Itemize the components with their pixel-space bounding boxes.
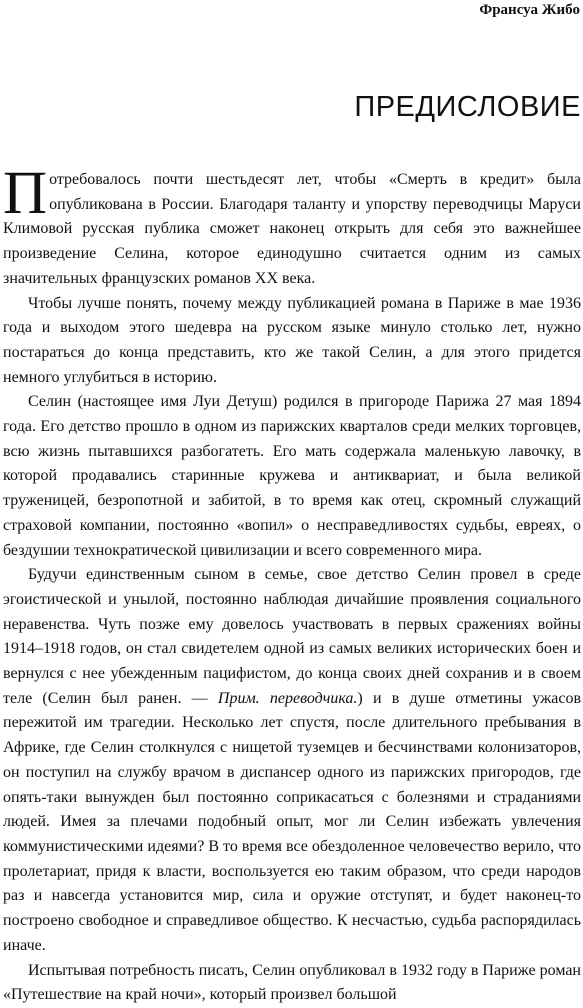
paragraph-1-text: отребовалось почти шестьдесят лет, чтобы «Смерть в кредит» была опубликована в России. Благодаря таланту и упорству переводчицы Маруси Климовой русская публика сможет наконец открыть для себя это важнейшее произведение Селина, которое единодушно считается одним из самых значительных французских романов ХХ века. (3, 171, 581, 287)
running-head-author: Франсуа Жибо (479, 2, 580, 18)
drop-cap: П (3, 160, 48, 227)
translator-note: Прим. переводчика. (217, 689, 358, 707)
paragraph-5: Испытывая потребность писать, Селин опубликовал в 1932 году в Париже роман «Путешествие на край ночи», который произвел большой (3, 961, 581, 1004)
paragraph-4-text-b: ) и в душе отметины ужасов пережитой им трагедии. Несколько лет спустя, после длительного пребывания в Африке, где Селин столкнулся с нищетой туземцев и бесчинствами колонизаторов, он поступил на службу врачом в диспансер одного из парижских пригородов, где опять-таки вынужден был постоянно соприкасаться с болезнями и страданиями людей. Имея за плечами подобный опыт, мог ли Селин избежать увлечения коммунистическими идеями? В то время все обездоленное человечество верило, что пролетариат, придя к власти, воспользуется ею таким образом, что среди народов раз и навсегда установится мир, сила и оружие отступят, и будет наконец-то построено свободное и справедливое общество. К несчастью, судьба распорядилась иначе. (3, 689, 581, 954)
chapter-title: ПРЕДИСЛОВИЕ (354, 91, 581, 123)
paragraph-4-text-a: Будучи единственным сыном в семье, свое детство Селин провел в среде эгоистической и унылой, постоянно наблюдая дичайшие проявления социального неравенства. Чуть позже ему довелось участвовать в первых сражениях войны 1914–1918 годов, он стал свидетелем одной из самых великих исторических боен и вернулся с нее убежденным пацифистом, до конца своих дней сохранив и в своем теле (Селин был ранен. — (3, 566, 581, 707)
paragraph-3: Селин (настоящее имя Луи Детуш) родился в пригороде Парижа 27 мая 1894 года. Его детство прошло в одном из парижских кварталов среди мелких торговцев, всю жизнь пытавшихся разбогатеть. Его мать содержала маленькую лавочку, в которой продавались старинные кружева и антиквариат, и была великой труженицей, безропотной и забитой, в то время как отец, скромный служащий страховой компании, постоянно «вопил» о несправедливостях судьбы, евреях, о бездушии технократической цивилизации и всего современного мира. (3, 393, 581, 559)
paragraph-1 (3, 160, 581, 292)
paragraph-4 (3, 563, 581, 958)
paragraph-2: Чтобы лучше понять, почему между публикацией романа в Париже в мае 1936 года и выходом этого шедевра на русском языке минуло столько лет, нужно постараться до конца представить, кто же такой Селин, а для этого придется немного углубиться в историю. (3, 294, 581, 386)
body-text (3, 160, 581, 1008)
